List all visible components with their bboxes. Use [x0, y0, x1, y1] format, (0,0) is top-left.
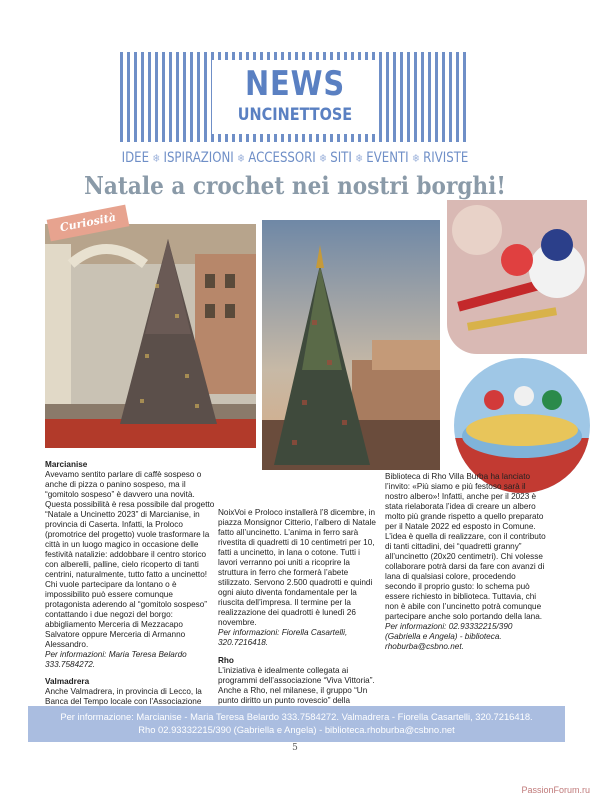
info-rho: Per informazioni: 02.93332215/390 (Gabriella e Angela) - biblioteca. rhoburba@csbno.net.: [385, 622, 513, 651]
masthead-news: NEWS: [244, 64, 346, 104]
topic-ispirazioni: ISPIRAZIONI: [163, 150, 234, 166]
masthead-stripe: [435, 52, 438, 142]
masthead-stripe: [386, 52, 389, 142]
snowflake-icon: ❄: [319, 151, 327, 165]
snowflake-icon: ❄: [152, 151, 161, 165]
footer-line-2: Rho 02.93332215/390 (Gabriella e Angela) - biblioteca.rhoburba@csbno.net: [138, 724, 455, 735]
masthead-stripe: [414, 52, 417, 142]
masthead-stripe: [400, 52, 403, 142]
masthead-stripe: [148, 52, 151, 142]
masthead-subtitle: UNCINETTOSE: [237, 105, 353, 125]
masthead-stripe: [456, 52, 459, 142]
footer-line-1: Per informazione: Marcianise - Maria Teresa Belardo 333.7584272. Valmadrera - Fiorella Casartelli, 320.7216418.: [60, 711, 533, 722]
paragraph-valmadrera-cont: NoixVoi e Proloco installerà l’8 dicembre, in piazza Monsignor Citterio, l’albero di Natale fatto all’uncinetto. L’anima in ferro sarà rivestita di quadretti di 10 centimetri per 10, fatti a uncinetto, in lana o cotone. Tutti i lavori verranno poi uniti a ricoprire la struttura in ferro che formerà l’abete stilizzato. Servono 2.500 quadrotti e quindi ogni aiuto diventa fondamentale per la riuscita dell’impresa. Il termine per la realizzazione dei quadrotti è lunedì 26 novembre.: [218, 508, 376, 627]
masthead-stripe: [379, 52, 382, 142]
masthead-stripe: [393, 52, 396, 142]
topic-eventi: EVENTI: [366, 150, 409, 166]
masthead-stripe: [120, 52, 123, 142]
masthead-stripe: [134, 52, 137, 142]
snowflake-icon: ❄: [355, 151, 363, 165]
column-3: [385, 472, 548, 652]
topic-idee: IDEE: [121, 150, 150, 166]
photo-crochet-ornaments: [447, 200, 587, 354]
section-heading-rho: Rho: [218, 656, 234, 665]
masthead-stripe: [204, 52, 207, 142]
masthead-stripe: [449, 52, 452, 142]
footer-info-bar: [28, 706, 565, 742]
section-heading-marcianise: Marcianise: [45, 460, 88, 469]
masthead-stripe: [176, 52, 179, 142]
badge-label: Curiosità: [58, 210, 117, 235]
topics-bar: [121, 147, 469, 169]
topic-siti: SITI: [330, 150, 352, 166]
masthead-stripe: [463, 52, 466, 142]
photo-marcianise-tree: [45, 224, 256, 448]
topic-riviste: RIVISTE: [423, 150, 469, 166]
paragraph-valmadrera: Anche Valmadrera, in provincia di Lecco, la Banca del Tempo locale con l’Associazione: [45, 687, 202, 706]
masthead-stripe: [169, 52, 172, 142]
paragraph-rho-cont: Biblioteca di Rho Villa Burba ha lanciato l’invito: «Più siamo e più festoso sarà il nostro albero»! Infatti, anche per il 2023 è stata rielaborata l’idea di creare un albero molto più grande rispetto a quello preparato per il Natale 2022 ed esposto in Comune. L’idea è quella di realizzare, con il contributo di tanti cittadini, dei “quadretti granny” all’uncinetto (20x20 centimetri). Chi volesse collaborare potrà darsi da fare con avanzi di lana di qualsiasi colore, procedendo secondo il proprio gusto: lo schema può essere richiesto in biblioteca. Tuttavia, chi non è abile con l’uncinetto potrà comunque partecipare anche solo portando della lana.: [385, 472, 546, 621]
masthead-stripe: [428, 52, 431, 142]
info-valmadrera: Per informazioni: Fiorella Casartelli, 320.7216418.: [218, 628, 348, 647]
paragraph-rho: L’iniziativa è idealmente collegata ai programmi dell’associazione “Viva Vittoria”. Anche a Rho, nel milanese, il gruppo “Un punto diritto un punto rovescio” della: [218, 666, 375, 705]
topic-accessori: ACCESSORI: [248, 150, 316, 166]
paragraph-marcianise: Avevamo sentito parlare di caffè sospeso o anche di pizza o panino sospeso, ma il “gomitolo sospeso” è davvero una novità. Questa possibilità è resa possibile dal progetto “Natale a Uncinetto 2023” di Marcianise, in provincia di Caserta. Infatti, la Proloco (promotrice del progetto) vuole trasformare la città in un luogo magico in occasione delle festività natalizie: addobbare il centro storico con alberelli, palline, cielo ricoperto di tanti centrini, naturalmente, tutto fatto a uncinetto! Chi vuole partecipare da lontano o è impossibilito può essere comunque protagonista aderendo al “gomitolo sospeso” contattando i due negozi del borgo: abbigliamento Merceria di Mezzacapo Salvatore oppure Merceria di Armanno Alessandro.: [45, 470, 215, 649]
snowflake-icon: ❄: [237, 151, 245, 165]
masthead-stripe: [141, 52, 144, 142]
masthead: [120, 52, 470, 142]
masthead-stripe: [442, 52, 445, 142]
info-marcianise: Per informazioni: Maria Teresa Belardo 333.7584272.: [45, 650, 187, 669]
masthead-stripe: [183, 52, 186, 142]
masthead-stripe: [127, 52, 130, 142]
masthead-stripe: [155, 52, 158, 142]
masthead-stripe: [190, 52, 193, 142]
column-1: [45, 460, 215, 707]
photo-rho-tree: [262, 220, 440, 470]
watermark: PassionForum.ru: [521, 785, 590, 795]
masthead-stripe: [407, 52, 410, 142]
page-title: Natale a crochet nei nostri borghi!: [84, 171, 506, 200]
column-2: [218, 508, 381, 706]
section-heading-valmadrera: Valmadrera: [45, 677, 90, 686]
snowflake-icon: ❄: [412, 151, 420, 165]
masthead-stripe: [421, 52, 424, 142]
page-number: 5: [292, 743, 298, 753]
masthead-stripe: [197, 52, 200, 142]
masthead-box: [212, 60, 378, 134]
masthead-stripe: [162, 52, 165, 142]
